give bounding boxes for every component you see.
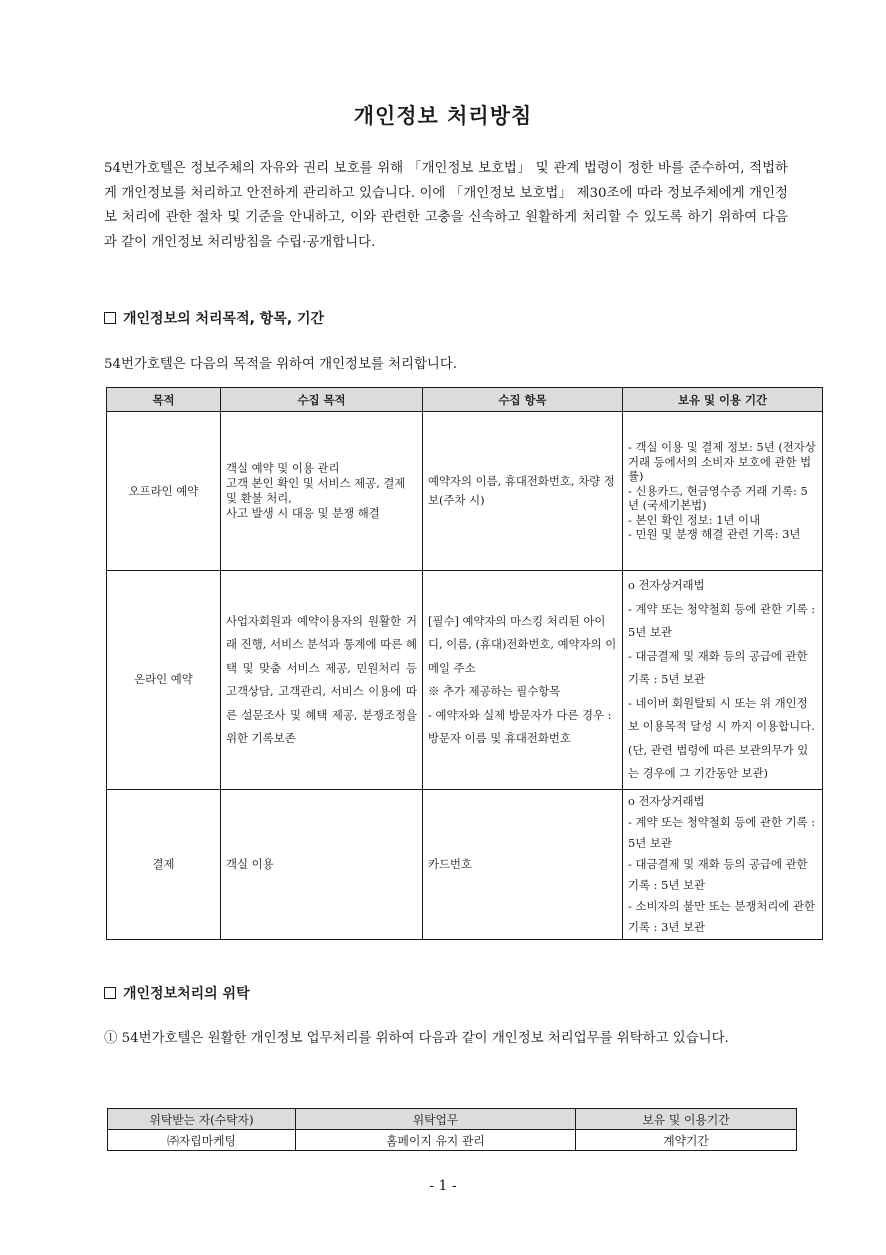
- table-header-row: [107, 388, 823, 412]
- trustee-cell: ㈜자립마케팅: [108, 1130, 296, 1151]
- checkbox-square-icon: [104, 312, 116, 324]
- page-title: 개인정보 처리방침: [353, 103, 533, 128]
- collection-purpose-cell: 객실 이용: [221, 790, 423, 940]
- purpose-cell: 결제: [107, 790, 221, 940]
- collection-items-cell: [필수] 예약자의 마스킹 처리된 아이디, 이름, (휴대)전화번호, 예약자의 이메일 주소 ※ 추가 제공하는 필수항목 - 예약자와 실제 방문자가 다른 경우 : 방문자 이름 및 휴대전화번호: [423, 571, 623, 790]
- table-row: [107, 571, 823, 790]
- header-collection-purpose: 수집 목적: [221, 388, 423, 412]
- outsourcing-table: [107, 1108, 797, 1151]
- section-heading-text: 개인정보처리의 위탁: [123, 986, 250, 1002]
- page-number: - 1 -: [429, 1178, 457, 1194]
- purpose-cell: 온라인 예약: [107, 571, 221, 790]
- outsourced-task-cell: 홈페이지 유지 관리: [296, 1130, 576, 1151]
- table-row: [108, 1130, 797, 1151]
- header-outsourced-task: 위탁업무: [296, 1109, 576, 1130]
- collection-purpose-cell: 사업자회원과 예약이용자의 원활한 거래 진행, 서비스 분석과 통계에 따른 혜택 및 맞춤 서비스 제공, 민원처리 등 고객상담, 고객관리, 서비스 이용에 따른 설문조사 및 혜택 제공, 분쟁조정을 위한 기록보존: [221, 571, 423, 790]
- table-row: [107, 412, 823, 571]
- section-heading-purpose: [104, 308, 324, 328]
- outsourcing-paragraph: ① 54번가호텔은 원활한 개인정보 업무처리를 위하여 다음과 같이 개인정보 처리업무를 위탁하고 있습니다.: [104, 1031, 729, 1046]
- retention-cell: - 객실 이용 및 결제 정보: 5년 (전자상거래 등에서의 소비자 보호에 관한 법률) - 신용카드, 현금영수증 거래 기록: 5년 (국세기본법) - 본인 확인 정보: 1년 이내 - 민원 및 분쟁 해결 관련 기록: 3년: [623, 412, 823, 571]
- collection-purpose-cell: 객실 예약 및 이용 관리 고객 본인 확인 및 서비스 제공, 결제 및 환불 처리, 사고 발생 시 대응 및 분쟁 해결: [221, 412, 423, 571]
- retention-cell: o 전자상거래법 - 계약 또는 청약철회 등에 관한 기록 : 5년 보관 - 대금결제 및 재화 등의 공급에 관한 기록 : 5년 보관 - 네이버 회원탈퇴 시 또는 위 개인정보 이용목적 달성 시 까지 이용합니다. (단, 관련 법령에 따른 보관의무가 있는 경우에 그 기간동안 보관): [623, 571, 823, 790]
- section-heading-text: 개인정보의 처리목적, 항목, 기간: [123, 311, 325, 327]
- header-collection-items: 수집 항목: [423, 388, 623, 412]
- table-header-row: [108, 1109, 797, 1130]
- collection-items-cell: 예약자의 이름, 휴대전화번호, 차량 정보(주차 시): [423, 412, 623, 571]
- checkbox-square-icon: [104, 987, 116, 999]
- table-row: [107, 790, 823, 940]
- intro-paragraph: 54번가호텔은 정보주체의 자유와 권리 보호를 위해 「개인정보 보호법」 및 관계 법령이 정한 바를 준수하여, 적법하게 개인정보를 처리하고 안전하게 관리하고 있습니다. 이에 「개인정보 보호법」 제30조에 따라 정보주체에게 개인정보 처리에 관한 절차 및 기준을 안내하고, 이와 관련한 고충을 신속하고 원활하게 처리할 수 있도록 하기 위하여 다음과 같이 개인정보 처리방침을 수립·공개합니다.: [104, 161, 788, 250]
- header-retention-period: 보유 및 이용기간: [576, 1109, 797, 1130]
- processing-purpose-table: [106, 387, 823, 940]
- collection-items-cell: 카드번호: [423, 790, 623, 940]
- purpose-cell: 오프라인 예약: [107, 412, 221, 571]
- retention-cell: o 전자상거래법 - 계약 또는 청약철회 등에 관한 기록 : 5년 보관 - 대금결제 및 재화 등의 공급에 관한 기록 : 5년 보관 - 소비자의 불만 또는 분쟁처리에 관한 기록 : 3년 보관: [623, 790, 823, 940]
- section-lead: 54번가호텔은 다음의 목적을 위하여 개인정보를 처리합니다.: [104, 357, 458, 372]
- header-retention-period: 보유 및 이용 기간: [623, 388, 823, 412]
- section-heading-outsourcing: [104, 983, 250, 1003]
- header-purpose: 목적: [107, 388, 221, 412]
- header-trustee: 위탁받는 자(수탁자): [108, 1109, 296, 1130]
- retention-cell: 계약기간: [576, 1130, 797, 1151]
